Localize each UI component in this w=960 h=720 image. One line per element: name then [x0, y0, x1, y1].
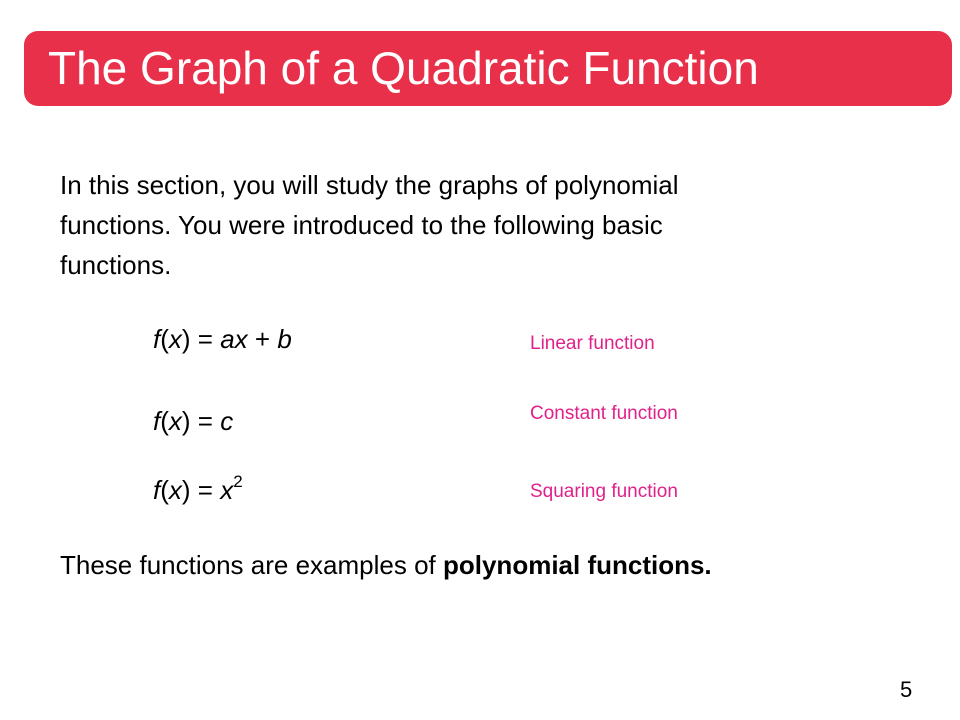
constant-formula	[153, 404, 233, 438]
formula-function-name: f	[153, 406, 161, 436]
squaring-function-label: Squaring function	[530, 481, 678, 502]
formula-open-paren: (	[160, 324, 169, 354]
formula-term: b	[277, 324, 292, 354]
constant-function-label: Constant function	[530, 403, 678, 424]
formula-function-name: f	[153, 475, 161, 505]
formula-term: ax	[220, 324, 248, 354]
intro-paragraph	[60, 165, 860, 285]
formula-equals: ) =	[181, 406, 221, 436]
formula-plus: +	[247, 324, 278, 354]
closing-sentence	[60, 547, 712, 583]
page-number: 5	[900, 677, 913, 702]
formula-variable: x	[168, 406, 182, 436]
linear-function-label: Linear function	[530, 333, 655, 354]
formula-equals: ) =	[181, 324, 221, 354]
closing-emphasis: polynomial functions.	[442, 550, 712, 580]
slide-title: The Graph of a Quadratic Function	[48, 42, 759, 94]
linear-formula	[153, 322, 292, 356]
formula-term: c	[220, 406, 234, 436]
closing-text: These functions are examples of	[60, 550, 443, 580]
intro-line: functions. You were introduced to the following basic	[60, 210, 663, 240]
formula-term: x	[220, 475, 234, 505]
squaring-formula	[153, 473, 243, 507]
intro-line: In this section, you will study the graphs of polynomial	[60, 170, 679, 200]
formula-variable: x	[168, 475, 182, 505]
formula-open-paren: (	[160, 406, 169, 436]
formula-variable: x	[168, 324, 182, 354]
title-bar	[24, 31, 952, 106]
intro-line: functions.	[60, 250, 172, 280]
formula-open-paren: (	[160, 475, 169, 505]
formula-equals: ) =	[181, 475, 221, 505]
formula-exponent: 2	[233, 472, 243, 491]
formula-function-name: f	[153, 324, 161, 354]
